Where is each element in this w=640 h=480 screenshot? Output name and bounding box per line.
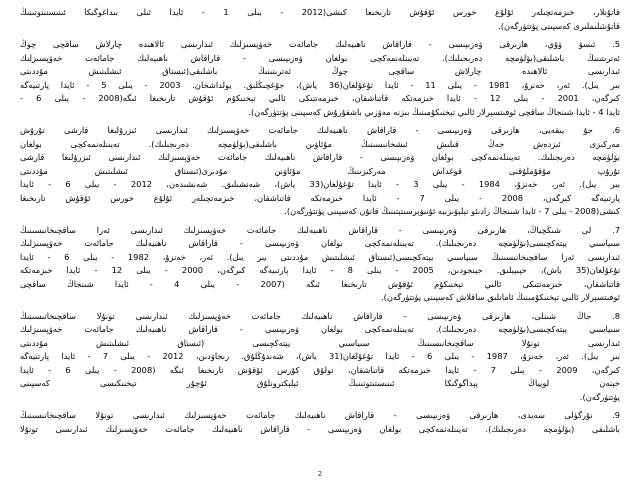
document-line: 7. لى شىڭچياڭ، ھازىرقى ۋەزىپىسى - قاراقاش ناھىيەلىك جامائەت خەۋپسىزلىك ئىدارىسى ئەزا ساقچىخانىسىنىڭ bbox=[20, 224, 620, 235]
document-line: 8. جاڭ شىنلى، ھازىرقى ۋەزىپىسى - قاراقاش ناھىيەلىك جامائەت خەۋپسىزلىك ئىدارىسى تونۇلا ساقچىخانىسىنىڭ bbox=[20, 310, 620, 321]
document-line: ئەترىتىنىڭ باشلىقى(بۆلۈمچە دەرىجىلىك). تەيىنلەنمەكچى بولغان ۋەزىپىسى - قاراقاش ناھىيەلىك جامائەت خەۋپسىزلىك bbox=[20, 52, 620, 63]
document-line: 9. نۇرگۈلى سەيدى، ھازىرقى ۋەزىپىسى - قاراقاش ناھىيەلىك جامائەت خەۋپسىزلىك ئىدارىسى تونۇلا ساقچىخانىسىنىڭ bbox=[20, 410, 620, 420]
document-line: سىياسىي يېتەكچىسى(بۆلۈمچە دەرىجىلىك). تەيىنلەنمەكچى بولغان ۋەزىپىسى - قاراقاش ناھىيەلىك جامائەت خەۋپسىزلىك bbox=[20, 324, 620, 334]
document-line: تۇغۇلغان(35 ياش)، خېبېيلىق. جېنجودىن، 2005 - يىلى 8 - ئايدا پارتىيەگە كىرگەن، 2000 - يىلى 12 - ئايدا خىزمەتكە bbox=[20, 265, 620, 275]
document-line: كىشى(2008 - يىلى 7 - ئايدا شىنجاڭ رادىئو تېلېۋىزىيە ئۇنىۋېرسىتېتىنىڭ قانۇن كەسپىنى پۈتتۈرگەن). bbox=[284, 206, 620, 216]
document-line: بىر يىل). ئەر، خەنزۇ، 1984 - يىلى 3 - ئايدا تۇغۇلغان(33 ياش)، شەنشىلىق. شەنشىدەن، 2012 - يىلى 6 - ئايدا bbox=[20, 179, 620, 189]
document-line: سىياسىي يېتەكچىسى(بۆلۈمچە دەرىجىلىك). تەيىنلەنمەكچى بولغان ۋەزىپىسى - قاراقاش ناھىيەلىك جامائەت خەۋپسىزلىك bbox=[20, 238, 620, 248]
document-line: 6. جۇ يىقەيى، ھازىرقى ۋەزىپىسى - قاراقاش ناھىيەلىك جامائەت خەۋپسىزلىك ئىدارىسى ئىزرۇلىغا قارشى تۇرۇش bbox=[20, 125, 620, 135]
document-line: پۈتتۈرگەن). bbox=[579, 391, 620, 402]
document-line: كىرگەن، 2001 - يىلى 12 - ئايدا خىزمەتكە قاتناشقان، خىزمەتتىكى ئالىي تېخنىكۇم ئۇقۇش تارىخىغا ئىگە(2008 - يىلى 6 - bbox=[20, 93, 620, 103]
document-line: بۆلۈمچە دەرىجىلىك. تەيىنلەنمەكچى بولغان ۋەزىپىسى - قاراقاش ناھىيەلىك جامائەت خەۋپسىزلىك ئىدارىسى ئىزرۇلىغا قارشى bbox=[20, 152, 620, 162]
document-line: خېنەن لويياڭ پېداگوگىكا ئىنىستىتوتىنىڭ ئېلېكترونلۇق ئۇچۇر تېخنىكىسى كەسپىنى bbox=[20, 378, 620, 388]
document-line: بىر يىل). ئەر، خەنزۇ، 1981 - يىلى 11 - ئايدا تۇغۇلغان(36 ياش)، جۇغچىڭلىق. يولداشخان. 2003 - يىلى 5 - ئايدا پارتىيەگە bbox=[20, 79, 620, 90]
document-line: ئوفىتسېرلار ئالىي تېخنىكۇمىنىڭ ئامانلىق ساقلاش كەسپىنى پۈتتۈرگەن). bbox=[380, 292, 620, 302]
document-body bbox=[20, 6, 620, 436]
document-line: بىر يىل). ئەر، خەنزۇ، 1987 - يىلى 6 - ئايدا تۇغۇلغان(31 ياش)، شەندۇڭلۇق. رىجاۋدىن، 2012 - يىلى 7 - ئايدا پارتىيەگە bbox=[20, 351, 620, 361]
document-line: تۇرۇپ مۇقۇملۇقنى قوغداش مەركىزىنىڭ مۇئاۋىن مۇدىرى(ئىستاق ئىشلىتىش مۇددىتى bbox=[20, 165, 620, 176]
document-line: باشلىقى (بۆلۈمچە دەرىجىلىك). تەيىنلەنمەكچى بولغان ۋەزىپىسى - قاراقاش ناھىيەلىك جامائەت خەۋپسىزلىك ئىدارىسى تونۇلا bbox=[20, 423, 620, 434]
document-line: قانۇنلار، خىزمەتچىلەر ئۇلۇغ خورس ئۇقۇش تارىخىغا كىشى(2012 - يىلى 1 - ئايدا ئىلى بىداغوگىكا ئىنىستىتوتىنىڭ bbox=[20, 7, 620, 17]
document-line: ئىدارىسى ئالاھىدە چارلاش ساقچى چوڭ ئەترىتىنىڭ باشلىقى(ئىستاق ئىشلىتىش مۇددىتى bbox=[20, 66, 620, 76]
document-line: پارتىيەگە كىرگەن، 2008 - يىلى 7 - ئايدا خىزمەتكە قاتناشقان، خىزمەتچىلەر ئۇلۇغ خورس ئۇقۇش تارىخىغا bbox=[20, 192, 620, 203]
document-line: مەركىزى ئىزدەش جەڭ قىلىش ئىشخانىسىنىڭ مۇئاۋىن باشلىقى(بۆلۈمچە دەرىجىلىك). تەيىنلەنمەكچى بولغان bbox=[20, 138, 620, 149]
document-line: ئايدا 4 - ئايدا شىنجاڭ ساقچى ئوفىتسېرلار ئالىي تېخنىكۇمىنىڭ بىزنە مەۋزىي باشقۇرۇش كەسپىنى پۈتتۈرگەن). bbox=[248, 106, 620, 117]
document-line: ئىدارىسى تونۇلا ساقچىخانىسىنىڭ سىياسىي يېتەكچىسى (ئىستاق ئىشلىتىش مۇددىتى bbox=[20, 337, 620, 348]
document-line: قانۇنئىلىملىرى كەسپىنى پۈتتۈرگەن). bbox=[498, 20, 620, 31]
document-line: ئىدارىسى ئەزا ساقچىخانىسىنىڭ سىياسىي يېتەكچىسى(ئىستاق ئىشلىتىش مۇددىتى بىر يىل). ئەر، خەنزۇ، 1982 - يىلى 6 - ئايدا bbox=[20, 251, 620, 262]
page-number: 2 bbox=[317, 470, 323, 478]
document-line: 5. ئىسۋ ۋۇي، ھازىرقى ۋەزىپىسى - قاراقاش ناھىيەلىك جامائەت خەۋپسىزلىك ئىدارىسى ئالاھىدە چارلاش ساقچى چوڭ bbox=[20, 39, 620, 49]
document-line: قاتناشقان، خىزمەتتىكى ئالىي تېخنىكۇم ئۇقۇش تارىخىغا ئىگە (2007 - يىلى 4 - ئايدا شىنجاڭ ساقچى bbox=[20, 278, 620, 289]
document-line: كىرگەن، 2009 - يىلى 7 - ئايدا خىزمەتكە قاتناشقان، تولۇق كۇرس ئۇقۇش تارىخىغا ئىگە (2008 - يىلى 6 - ئايدا bbox=[20, 364, 620, 375]
